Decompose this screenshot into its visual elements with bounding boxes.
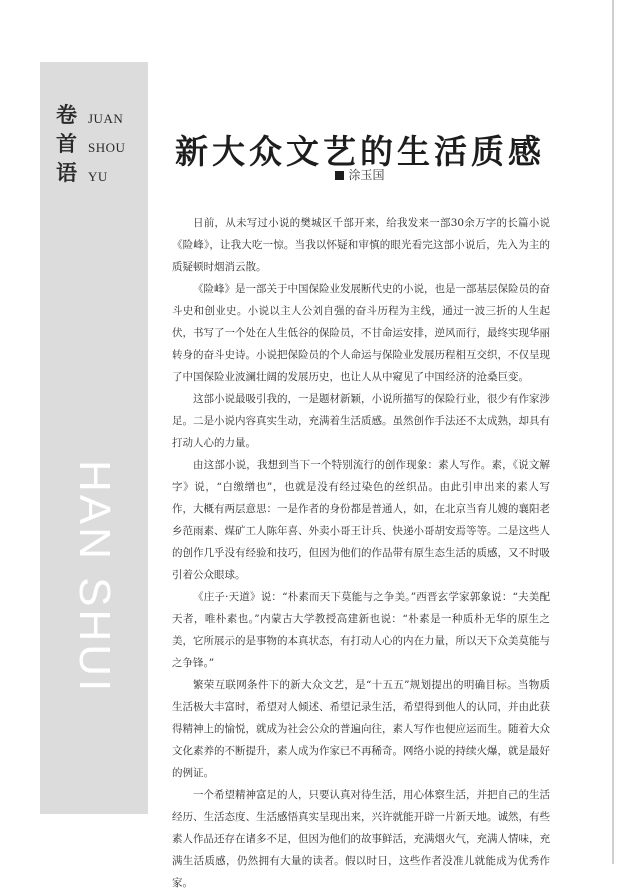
author-name: 涂玉国 xyxy=(348,168,385,182)
article-body xyxy=(172,212,550,894)
article-paragraph: 繁荣互联网条件下的新大众文艺，是“十五五”规划提出的明确目标。当物质生活极大丰富时，希望对人倾述、希望记录生活，希望得到他人的认同，并由此获得精神上的愉悦，就成为社会公众的普遍向往，素人写作也便应运而生。随着大众文化素养的不断提升，素人成为作家已不再稀奇。网络小说的持续火爆，就是最好的例证。 xyxy=(172,679,550,779)
author-byline xyxy=(165,166,555,183)
article-paragraph: 一个希望精神富足的人，只要认真对待生活，用心体察生活，并把自己的生活经历、生活态度、生活感悟真实呈现出来，兴许就能开辟一片新天地。诚然，有些素人作品还存在诸多不足，但因为他们的故事鲜活，充满烟火气，充满人情味，充满生活质感，仍然拥有大量的读者。假以时日，这些作者没准儿就能成为优秀作家。 xyxy=(172,789,550,889)
column-pinyin-word: SHOU xyxy=(88,140,126,155)
column-pinyin-word: YU xyxy=(88,169,108,184)
square-bullet-icon xyxy=(335,171,344,180)
column-name-chinese xyxy=(56,100,82,187)
article-paragraph: 由这部小说，我想到当下一个特别流行的创作现象：素人写作。素，《说文解字》说，“白缴缯也”，也就是没有经过染色的丝织品。由此引申出来的素人写作，大概有两层意思：一是作者的身份都是普通人，如，在北京当育儿嫂的襄阳老乡范雨素、煤矿工人陈年喜、外卖小哥王计兵、快递小哥胡安焉等等。二是这些人的创作几乎没有经验和技巧，但因为他们的作品带有原生态生活的质感，又不时吸引着公众眼球。 xyxy=(172,459,550,581)
article-paragraph: 这部小说最吸引我的，一是题材新颖，小说所描写的保险行业，很少有作家涉足。二是小说内容真实生动，充满着生活质感。虽然创作手法还不太成熟，却具有打动人心的力量。 xyxy=(172,393,550,449)
column-char: 首 xyxy=(56,131,77,156)
column-pinyin-word: JUAN xyxy=(88,111,124,126)
article-title: 新大众文艺的生活质感 xyxy=(175,132,545,172)
sidebar-watermark: HAN SHUI xyxy=(70,460,119,695)
article-paragraph: 《险峰》是一部关于中国保险业发展断代史的小说，也是一部基层保险员的奋斗史和创业史。小说以主人公刘自强的奋斗历程为主线，通过一波三折的人生起伏，书写了一个处在人生低谷的保险员，不甘命运安排，逆风而行，最终实现华丽转身的奋斗史诗。小说把保险员的个人命运与保险业发展历程相互交织，不仅呈现了中国保险业波澜壮阔的发展历史，也让人从中窥见了中国经济的沧桑巨变。 xyxy=(172,283,550,383)
column-name-pinyin xyxy=(88,104,125,191)
article-paragraph: 日前，从未写过小说的樊城区千部开来，给我发来一部30余万字的长篇小说《险峰》，让我大吃一惊。当我以怀疑和审慎的眼光看完这部小说后，先入为主的质疑顿时烟消云散。 xyxy=(172,217,550,273)
column-char: 语 xyxy=(56,160,77,185)
column-char: 卷 xyxy=(56,102,77,127)
article-paragraph: 《庄子·天道》说：“朴素而天下莫能与之争美。”西晋玄学家郭象说：“夫美配天者，唯朴素也。”内蒙古大学教授高建新也说：“朴素是一种质朴无华的原生之美，它所展示的是事物的本真状态，有打动人心的内在力量，所以天下众美莫能与之争锋。” xyxy=(172,591,550,669)
